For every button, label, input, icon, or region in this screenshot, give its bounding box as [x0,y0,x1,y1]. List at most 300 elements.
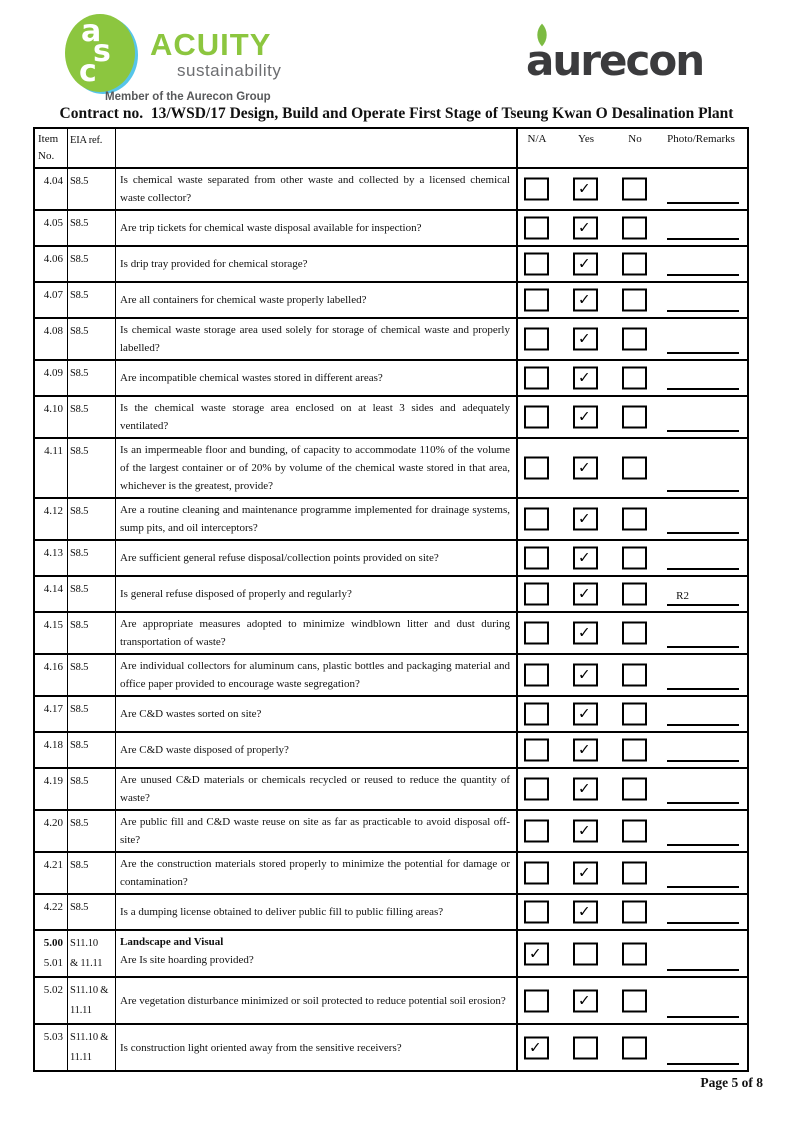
table-row [35,853,747,895]
table-row [35,895,747,931]
question-text: Are trip tickets for chemical waste disposal available for inspection? [120,222,422,234]
checkbox-yes[interactable] [573,1036,598,1059]
check-icon: ✓ [578,740,591,759]
eia-ref: S8.5 [70,368,89,379]
remarks-line[interactable] [667,274,739,276]
item-no: 4.06 [43,253,63,265]
question-text: Are all containers for chemical waste properly labelled? [120,294,367,306]
question-text: Are the construction materials stored properly to minimize the potential for damage or contamination? [120,858,510,888]
checkbox-yes[interactable] [573,901,598,924]
answers-cell [516,169,747,209]
checkbox-na[interactable] [524,289,549,312]
remarks-line[interactable] [667,202,739,204]
eia-ref-cell [68,361,116,395]
table-row [35,169,747,211]
item-no-cell [35,211,68,245]
item-no-cell [35,1025,68,1070]
table-row [35,397,747,439]
checkbox-na[interactable] [524,989,549,1012]
checkbox-na[interactable] [524,328,549,351]
question-cell [116,1025,516,1070]
eia-ref: S8.5 [70,548,89,559]
eia-ref-cell [68,283,116,317]
checkbox-na[interactable] [524,703,549,726]
acuity-wordmark: ACUITY [150,27,272,62]
table-row [35,439,747,499]
table-row [35,499,747,541]
checkbox-no[interactable] [622,664,647,687]
question-text: Are Is site hoarding provided? [120,954,254,966]
question-text: Are incompatible chemical wastes stored in different areas? [120,372,383,384]
checkbox-no[interactable] [622,942,647,965]
item-no-2: 5.01 [43,957,63,969]
eia-ref-cell [68,439,116,497]
remarks-line[interactable] [667,969,739,971]
item-no-cell [35,397,68,437]
col-header-na: N/A [527,133,547,145]
question-cell [116,655,516,695]
checkbox-no[interactable] [622,739,647,762]
eia-ref-cell [68,169,116,209]
checkbox-na[interactable] [524,862,549,885]
question-text: Is the chemical waste storage area enclosed on at least 3 sides and adequately ventilated? [120,402,510,432]
checkbox-na[interactable] [524,406,549,429]
question-cell [116,733,516,767]
remarks-line[interactable] [667,1016,739,1018]
remarks-line[interactable] [667,310,739,312]
answers-cell [516,541,747,575]
answers-cell [516,211,747,245]
checkbox-yes[interactable] [573,942,598,965]
checkbox-yes[interactable] [573,508,598,531]
question-cell [116,211,516,245]
eia-ref: S8.5 [70,290,89,301]
question-text: Is construction light oriented away from the sensitive receivers? [120,1041,402,1054]
checkbox-na[interactable] [524,901,549,924]
checkbox-no[interactable] [622,1036,647,1059]
table-row [35,319,747,361]
answers-cell [516,247,747,281]
eia-ref: S8.5 [70,446,89,457]
answers-cell [516,397,747,437]
checkbox-yes[interactable] [573,367,598,390]
item-no: 4.10 [43,403,63,415]
eia-ref: S8.5 [70,404,89,415]
page-title: Contract no. 13/WSD/17 Design, Build and Operate First Stage of Tseung Kwan O Desalination Plant [59,105,734,122]
section-title: Landscape and Visual [120,936,224,948]
check-icon: ✓ [578,254,591,273]
checkbox-yes[interactable] [573,328,598,351]
checkbox-na[interactable] [524,217,549,240]
answers-cell [516,439,747,497]
item-no: 4.05 [43,217,63,229]
remarks-line[interactable] [667,238,739,240]
table-row [35,697,747,733]
eia-ref: S8.5 [70,620,89,631]
eia-ref: S8.5 [70,326,89,337]
remarks-line[interactable] [667,802,739,804]
check-icon: ✓ [529,944,542,962]
checkbox-na[interactable] [524,622,549,645]
checkbox-yes[interactable] [573,820,598,843]
eia-ref-cell [68,1025,116,1070]
eia-ref-cell [68,697,116,731]
question-cell [116,439,516,497]
item-header-line1: Item [38,133,59,145]
check-icon: ✓ [578,665,591,684]
col-header-eia-ref [68,129,116,167]
checkbox-na[interactable] [524,253,549,276]
remarks-line[interactable] [667,604,739,606]
answers-cell [516,811,747,851]
question-text: Are a routine cleaning and maintenance programme implemented for drainage systems, sump pits, and oil interceptors? [120,504,510,534]
eia-ref-cell [68,978,116,1023]
checkbox-no[interactable] [622,583,647,606]
check-icon: ✓ [578,368,591,387]
answers-cell [516,613,747,653]
remarks-line[interactable] [667,568,739,570]
question-text: Are unused C&D materials or chemicals recycled or reused to reduce the quantity of waste? [120,774,510,804]
checkbox-yes[interactable] [573,289,598,312]
question-cell [116,769,516,809]
table-row [35,811,747,853]
item-no-cell [35,361,68,395]
check-icon: ✓ [578,991,591,1009]
checkbox-yes[interactable] [573,703,598,726]
question-cell [116,247,516,281]
eia-ref: S8.5 [70,218,89,229]
eia-ref-cell [68,733,116,767]
table-row [35,283,747,319]
table-row [35,769,747,811]
item-no-cell [35,733,68,767]
eia-ref-cell [68,895,116,929]
answers-cell [516,319,747,359]
question-text: Is chemical waste separated from other waste and collected by a licensed chemical waste collector? [120,174,510,204]
item-no: 5.03 [43,1031,63,1043]
item-no-cell [35,853,68,893]
checkbox-yes[interactable] [573,862,598,885]
item-no: 4.15 [43,619,63,631]
check-icon: ✓ [578,623,591,642]
checklist-table [33,127,749,1072]
eia-ref: S8.5 [70,254,89,265]
check-icon: ✓ [578,779,591,798]
check-icon: ✓ [578,290,591,309]
question-cell [116,613,516,653]
remarks-line[interactable] [667,886,739,888]
question-text: Is chemical waste storage area used solely for storage of chemical waste and properly labelled? [120,324,510,354]
item-no-cell [35,283,68,317]
checkbox-yes[interactable] [573,664,598,687]
answers-cell [516,655,747,695]
checkbox-na[interactable] [524,178,549,201]
item-no-cell [35,247,68,281]
item-no-cell [35,613,68,653]
eia-ref: S8.5 [70,704,89,715]
remarks-line[interactable] [667,922,739,924]
item-no: 4.13 [43,547,63,559]
question-text: Are C&D wastes sorted on site? [120,708,262,720]
table-row [35,613,747,655]
item-no-cell [35,811,68,851]
checkbox-yes[interactable] [573,406,598,429]
checkbox-na[interactable] [524,457,549,480]
col-header-answers [516,129,747,167]
eia-ref-2: 11.11 [70,1005,92,1016]
checkbox-no[interactable] [622,622,647,645]
eia-ref: S8.5 [70,902,89,913]
question-text: Are public fill and C&D waste reuse on site as far as practicable to avoid disposal off-site? [120,816,510,846]
item-no-cell [35,169,68,209]
checkbox-no[interactable] [622,367,647,390]
acuity-logo [65,13,305,107]
checkbox-yes[interactable] [573,178,598,201]
item-no: 4.11 [44,445,63,457]
table-row [35,978,747,1025]
eia-ref-cell [68,319,116,359]
eia-ref-cell [68,613,116,653]
check-icon: ✓ [578,407,591,426]
checkbox-yes[interactable] [573,989,598,1012]
question-cell [116,319,516,359]
question-cell [116,283,516,317]
remarks-line[interactable] [667,1063,739,1065]
checkbox-no[interactable] [622,178,647,201]
checkbox-yes[interactable] [573,457,598,480]
checkbox-no[interactable] [622,901,647,924]
eia-ref-cell [68,247,116,281]
remarks-line[interactable] [667,352,739,354]
aurecon-wordmark: aurecon [526,36,704,85]
question-cell [116,895,516,929]
eia-ref-cell [68,577,116,611]
eia-ref-cell [68,541,116,575]
eia-ref-cell [68,769,116,809]
question-cell [116,853,516,893]
eia-ref-cell [68,853,116,893]
col-header-yes: Yes [577,133,594,145]
checkbox-no[interactable] [622,547,647,570]
table-row [35,211,747,247]
checkbox-na[interactable] [524,583,549,606]
check-icon: ✓ [578,458,591,477]
remarks-line[interactable] [667,532,739,534]
question-cell [116,541,516,575]
question-text: Are appropriate measures adopted to minimize windblown litter and dust during transportation of waste? [120,618,510,648]
checkbox-yes[interactable] [573,583,598,606]
remarks-line[interactable] [667,760,739,762]
checkbox-na[interactable] [524,942,549,965]
question-cell [116,361,516,395]
eia-ref: S8.5 [70,860,89,871]
item-no-cell [35,655,68,695]
eia-ref: S8.5 [70,776,89,787]
item-header-line2: No. [38,150,55,162]
checkbox-no[interactable] [622,217,647,240]
monogram-letter-c: c [79,54,97,89]
eia-ref: S8.5 [70,818,89,829]
col-header-photo-remarks: Photo/Remarks [667,133,735,145]
checkbox-no[interactable] [622,289,647,312]
monogram-letter-a: a [81,14,102,49]
item-no-cell [35,931,68,976]
item-no: 5.02 [43,984,63,996]
remarks-line[interactable] [667,724,739,726]
question-text: Are individual collectors for aluminum cans, plastic bottles and packaging material and office paper provided to encourage waste segregation? [120,660,510,690]
question-text: Are sufficient general refuse disposal/collection points provided on site? [120,552,439,564]
eia-ref-2: 11.11 [70,1052,92,1063]
answers-cell [516,283,747,317]
checkbox-na[interactable] [524,367,549,390]
checkbox-no[interactable] [622,989,647,1012]
table-row [35,247,747,283]
eia-ref: S11.10 & [70,985,109,996]
aurecon-logo [524,28,754,94]
check-icon: ✓ [578,179,591,198]
item-no: 4.18 [43,739,63,751]
item-no-cell [35,577,68,611]
answers-cell [516,853,747,893]
checkbox-na[interactable] [524,778,549,801]
acuity-tagline: sustainability [177,61,282,80]
answers-cell [516,697,747,731]
checkbox-no[interactable] [622,253,647,276]
answers-cell [516,769,747,809]
answers-cell [516,361,747,395]
monogram-letter-s: s [93,34,111,69]
answers-cell [516,931,747,976]
item-no: 4.12 [43,505,63,517]
check-icon: ✓ [578,218,591,237]
acuity-member-line: Member of the Aurecon Group [105,91,271,103]
checkbox-no[interactable] [622,406,647,429]
item-no-cell [35,541,68,575]
question-text: Is drip tray provided for chemical storage? [120,258,308,270]
check-icon: ✓ [529,1038,542,1056]
check-icon: ✓ [578,509,591,528]
question-cell [116,499,516,539]
item-no: 4.21 [43,859,63,871]
item-no: 4.08 [43,325,63,337]
answers-cell [516,1025,747,1070]
table-row [35,541,747,577]
question-cell [116,577,516,611]
item-no-cell [35,499,68,539]
item-no: 4.22 [43,901,63,913]
page-number: Page 5 of 8 [700,1075,763,1090]
table-row [35,361,747,397]
question-text: Is a dumping license obtained to deliver public fill to public filling areas? [120,906,444,918]
checkbox-yes[interactable] [573,253,598,276]
col-header-question [116,129,516,167]
checkbox-na[interactable] [524,664,549,687]
answers-cell [516,577,747,611]
item-no-cell [35,439,68,497]
check-icon: ✓ [578,548,591,567]
eia-ref-cell [68,931,116,976]
eia-ref: S8.5 [70,506,89,517]
table-row [35,931,747,978]
answers-cell [516,733,747,767]
remarks-line[interactable] [667,490,739,492]
col-header-no: No [628,133,642,145]
acuity-monogram-icon [68,16,138,94]
question-text: Are vegetation disturbance minimized or soil protected to reduce potential soil erosion? [120,994,506,1007]
item-no: 4.04 [43,175,63,187]
item-no-cell [35,895,68,929]
checkbox-no[interactable] [622,703,647,726]
remarks-line[interactable] [667,430,739,432]
checkbox-yes[interactable] [573,217,598,240]
checkbox-na[interactable] [524,547,549,570]
remarks-line[interactable] [667,388,739,390]
item-no: 4.17 [43,703,63,715]
checkbox-no[interactable] [622,778,647,801]
checkbox-no[interactable] [622,328,647,351]
table-row [35,733,747,769]
check-icon: ✓ [578,329,591,348]
item-no: 4.19 [43,775,63,787]
item-no-cell [35,697,68,731]
table-row [35,1025,747,1070]
eia-ref: S8.5 [70,584,89,595]
question-cell [116,169,516,209]
eia-header-label: EIA ref. [70,135,103,146]
checkbox-yes[interactable] [573,739,598,762]
remarks-line[interactable] [667,688,739,690]
checkbox-no[interactable] [622,457,647,480]
table-header-row [35,129,747,169]
checkbox-yes[interactable] [573,778,598,801]
check-icon: ✓ [578,821,591,840]
col-header-item-no [35,129,68,167]
answers-cell [516,895,747,929]
item-no: 5.00 [43,937,63,949]
item-no: 4.20 [43,817,63,829]
item-no-cell [35,978,68,1023]
question-cell [116,397,516,437]
eia-ref-cell [68,499,116,539]
checkbox-no[interactable] [622,862,647,885]
eia-ref: S11.10 [70,938,98,949]
checkbox-yes[interactable] [573,622,598,645]
eia-ref: S11.10 & [70,1032,109,1043]
answers-cell [516,499,747,539]
checkbox-na[interactable] [524,739,549,762]
question-cell [116,931,516,976]
check-icon: ✓ [578,902,591,921]
checkbox-na[interactable] [524,820,549,843]
remarks-line[interactable] [667,844,739,846]
question-text: Is general refuse disposed of properly and regularly? [120,588,352,600]
remarks-line[interactable] [667,646,739,648]
table-row [35,577,747,613]
checkbox-yes[interactable] [573,547,598,570]
check-icon: ✓ [578,584,591,603]
eia-ref: S8.5 [70,662,89,673]
check-icon: ✓ [578,863,591,882]
checkbox-na[interactable] [524,508,549,531]
question-text: Is an impermeable floor and bunding, of capacity to accommodate 110% of the volume of the largest container or of 20% by volume of the chemical waste stored in that area, whichever is the greatest, provide? [120,444,510,492]
eia-ref-cell [68,655,116,695]
item-no: 4.09 [43,367,63,379]
checkbox-no[interactable] [622,820,647,843]
checkbox-na[interactable] [524,1036,549,1059]
checkbox-no[interactable] [622,508,647,531]
item-no: 4.14 [43,583,63,595]
eia-ref-cell [68,811,116,851]
